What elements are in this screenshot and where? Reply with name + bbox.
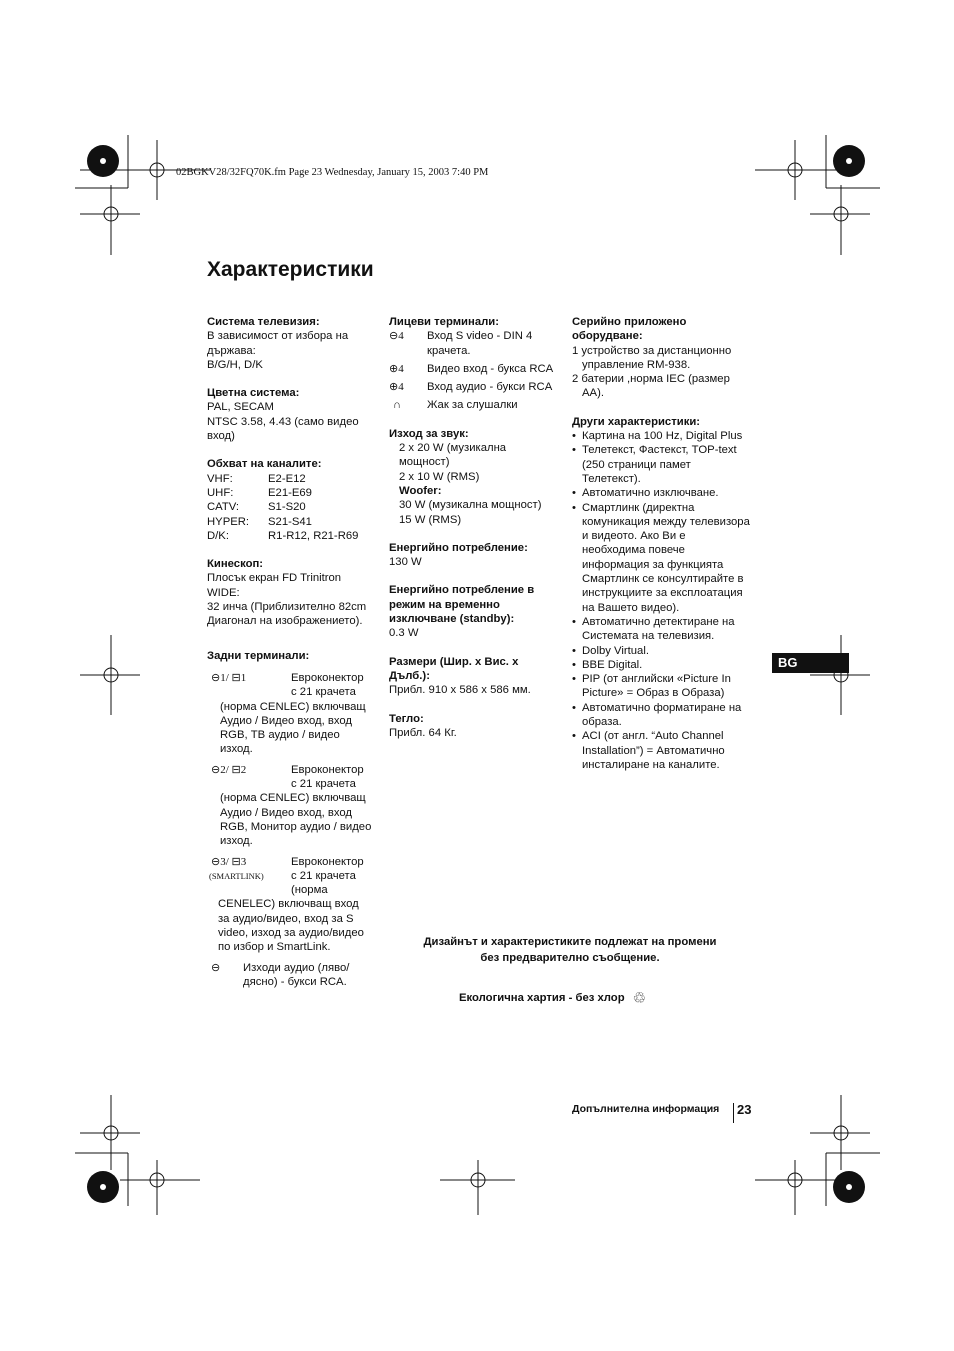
sound-output-section bbox=[389, 427, 565, 527]
weight-heading: Тегло: bbox=[389, 712, 424, 725]
change-notice: Дизайнът и характеристиките подлежат на промени без предварително съобщение. bbox=[423, 936, 717, 964]
standby-value: 0.3 W bbox=[389, 627, 419, 640]
text-line: за аудио/видео, вход за S bbox=[218, 912, 354, 925]
audio-in-icon: ⊕4 bbox=[389, 381, 404, 394]
tube-section bbox=[207, 557, 379, 628]
power-section bbox=[389, 541, 565, 570]
scart-1-terminal bbox=[207, 671, 379, 757]
language-tab: BG bbox=[772, 653, 849, 673]
text-line: Евроконектор bbox=[291, 855, 364, 868]
text-line: (норма bbox=[291, 884, 328, 897]
tv-system-heading: Система телевизия: bbox=[207, 316, 320, 328]
list-item: • PIP (от английски «Picture In Picture» = Образ в Образа) bbox=[572, 672, 750, 701]
other-features-heading: Други характеристики: bbox=[572, 415, 701, 428]
text-line: Плосък екран FD Trinitron bbox=[207, 572, 342, 585]
supplied-item: 2 батерии ,норма IEC (размер AA). bbox=[572, 373, 730, 400]
standby-section bbox=[389, 583, 565, 640]
list-item: • Телетекст, Фастекст, TOP-text (250 страници памет Телетекст). bbox=[572, 443, 750, 486]
audio-in-terminal bbox=[389, 380, 565, 394]
text-line: (норма CENLEC) включващ bbox=[220, 792, 366, 805]
channel-label: UHF: bbox=[207, 486, 234, 499]
channel-row bbox=[207, 472, 379, 486]
dimensions-heading: Размери (Шир. x Вис. x Дълб.): bbox=[389, 655, 519, 682]
channel-label: D/K: bbox=[207, 529, 229, 542]
list-item: • Автоматично детектиране на Системата на телевизия. bbox=[572, 615, 750, 644]
rear-terminals-section bbox=[207, 649, 379, 990]
page-number: 23 bbox=[737, 1102, 752, 1117]
list-item: • BBE Digital. bbox=[572, 658, 750, 672]
smartlink-label: (SMARTLINK) bbox=[209, 870, 264, 881]
scart-2-terminal bbox=[207, 763, 379, 849]
text-line: NTSC 3.58, 4.43 (само видео bbox=[207, 415, 359, 428]
list-item: • Картина на 100 Hz, Digital Plus bbox=[572, 429, 750, 443]
sound-output-heading: Изход за звук: bbox=[389, 427, 469, 440]
text-line: 2 x 10 W (RMS) bbox=[399, 470, 480, 483]
power-value: 130 W bbox=[389, 556, 422, 569]
channel-label: VHF: bbox=[207, 472, 233, 485]
text-line: В зависимост от избора на bbox=[207, 330, 349, 343]
channel-row bbox=[207, 515, 379, 529]
text-line: крачета. bbox=[427, 344, 471, 357]
channel-label: HYPER: bbox=[207, 515, 250, 528]
weight-value: Прибл. 64 Кг. bbox=[389, 726, 457, 739]
supplied-section bbox=[572, 315, 750, 401]
text-line: Евроконектор bbox=[291, 671, 364, 684]
text-line: video, изход за аудио/видео bbox=[218, 926, 364, 939]
text-line: Вход S video - DIN 4 bbox=[427, 330, 533, 343]
text-line: PAL, SECAM bbox=[207, 401, 274, 414]
features-list bbox=[572, 429, 750, 772]
color-system-section bbox=[207, 386, 379, 443]
scart-1-icon: ⊖1/ ⊟1 bbox=[211, 671, 247, 684]
tv-system-section bbox=[207, 315, 379, 372]
headphones-terminal bbox=[389, 398, 565, 412]
channel-value: S1-S20 bbox=[268, 501, 306, 514]
dimensions-section bbox=[389, 655, 565, 698]
scart-2-icon: ⊖2/ ⊟2 bbox=[211, 763, 247, 776]
s-video-terminal bbox=[389, 329, 565, 358]
text-line: 15 W (RMS) bbox=[399, 513, 462, 526]
standby-heading: Енергийно потребление в режим на временно изключване (standby): bbox=[389, 584, 535, 626]
text-line: Диагонал на изображението). bbox=[207, 615, 363, 628]
weight-section bbox=[389, 712, 565, 741]
text-line: (норма CENLEC) включващ bbox=[220, 700, 366, 713]
text-line: Евроконектор bbox=[291, 763, 364, 776]
text-line: CENELEC) включващ вход bbox=[218, 898, 359, 911]
text-line: 2 x 20 W (музикална bbox=[399, 442, 507, 455]
text-line: по избор и SmartLink. bbox=[218, 941, 331, 954]
eco-paper-note bbox=[459, 989, 646, 1007]
recycle-icon: ♲ bbox=[632, 990, 647, 1007]
text-line: мощност) bbox=[399, 456, 450, 469]
scart-3-terminal bbox=[207, 855, 379, 955]
list-item: • Автоматично изключване. bbox=[572, 486, 750, 500]
audio-out-terminal bbox=[207, 961, 379, 990]
text-line: Аудио / Видео вход, вход bbox=[220, 806, 352, 819]
scart-3-icon: ⊖3/ ⊟3 bbox=[211, 855, 247, 868]
text-line: WIDE: bbox=[207, 586, 240, 599]
power-heading: Енергийно потребление: bbox=[389, 541, 528, 554]
text-line: RGB, Монитор аудио / видео bbox=[220, 820, 372, 833]
video-in-icon: ⊕4 bbox=[389, 362, 404, 375]
tube-heading: Кинескоп: bbox=[207, 558, 264, 571]
text-line: с 21 крачета bbox=[291, 869, 356, 882]
supplied-item: 1 устройство за дистанционно управление RM-938. bbox=[572, 344, 732, 371]
list-item: • Dolby Virtual. bbox=[572, 644, 750, 658]
channel-row bbox=[207, 500, 379, 514]
channel-row bbox=[207, 486, 379, 500]
file-header: 02BGKV28/32FQ70K.fm Page 23 Wednesday, January 15, 2003 7:40 PM bbox=[176, 167, 489, 178]
headphones-icon: ∩ bbox=[393, 399, 401, 412]
rear-terminals-heading: Задни терминали: bbox=[207, 649, 310, 662]
s-video-icon: ⊖4 bbox=[389, 330, 404, 343]
text-line: дясно) - букси RCA. bbox=[243, 975, 347, 988]
audio-out-icon: ⊖ bbox=[211, 961, 221, 974]
footer-divider bbox=[733, 1103, 734, 1123]
video-in-terminal bbox=[389, 362, 565, 376]
color-system-heading: Цветна система: bbox=[207, 387, 300, 400]
page-title: Характеристики bbox=[207, 258, 374, 281]
text-line: B/G/H, D/K bbox=[207, 358, 263, 371]
channel-value: S21-S41 bbox=[268, 515, 312, 528]
footer-section-name: Допълнителна информация bbox=[572, 1103, 720, 1115]
eco-text: Екологична хартия - без хлор bbox=[459, 992, 625, 1004]
other-features-section bbox=[572, 415, 750, 772]
column-1 bbox=[207, 315, 379, 993]
column-2 bbox=[389, 315, 565, 754]
text-line: с 21 крачета bbox=[291, 778, 356, 791]
text-line: държава: bbox=[207, 344, 256, 357]
list-item: • Автоматично форматиране на образа. bbox=[572, 701, 750, 730]
column-3 bbox=[572, 315, 750, 786]
list-item: • Смартлинк (директна комуникация между телевизора и видеото. Ако Ви е необходима повече информация за функцията Смартлинк се консултирайте в инструкциите за експлоатация на Вашето видео). bbox=[572, 501, 750, 615]
text-line: 32 инча (Приблизително 82cm bbox=[207, 601, 367, 614]
text-line: изход. bbox=[220, 835, 253, 848]
text-line: Видео вход - букса RCA bbox=[427, 362, 554, 375]
text-line: Вход аудио - букси RCA bbox=[427, 381, 553, 394]
text-line: с 21 крачета bbox=[291, 686, 356, 699]
front-terminals-heading: Лицеви терминали: bbox=[389, 316, 499, 328]
channel-label: CATV: bbox=[207, 501, 240, 514]
woofer-heading: Woofer: bbox=[399, 484, 442, 497]
channels-heading: Обхват на каналите: bbox=[207, 458, 322, 471]
dimensions-value: Прибл. 910 x 586 x 586 мм. bbox=[389, 684, 531, 697]
text-line: Жак за слушалки bbox=[427, 399, 518, 412]
text-line: RGB, ТВ аудио / видео bbox=[220, 729, 340, 742]
text-line: вход) bbox=[207, 430, 235, 443]
channels-section bbox=[207, 457, 379, 543]
supplied-heading: Серийно приложено оборудване: bbox=[572, 316, 687, 343]
text-line: 30 W (музикална мощност) bbox=[399, 499, 542, 512]
front-terminals-section bbox=[389, 315, 565, 413]
channel-row bbox=[207, 529, 379, 543]
list-item: • ACI (от англ. “Auto Channel Installation”) = Автоматично инсталиране на каналите. bbox=[572, 729, 750, 772]
text-line: изход. bbox=[220, 743, 253, 756]
channel-value: R1-R12, R21-R69 bbox=[268, 529, 359, 542]
text-line: Аудио / Видео вход, вход bbox=[220, 714, 352, 727]
channel-value: E21-E69 bbox=[268, 486, 312, 499]
channel-value: E2-E12 bbox=[268, 472, 306, 485]
text-line: Изходи аудио (ляво/ bbox=[243, 961, 350, 974]
